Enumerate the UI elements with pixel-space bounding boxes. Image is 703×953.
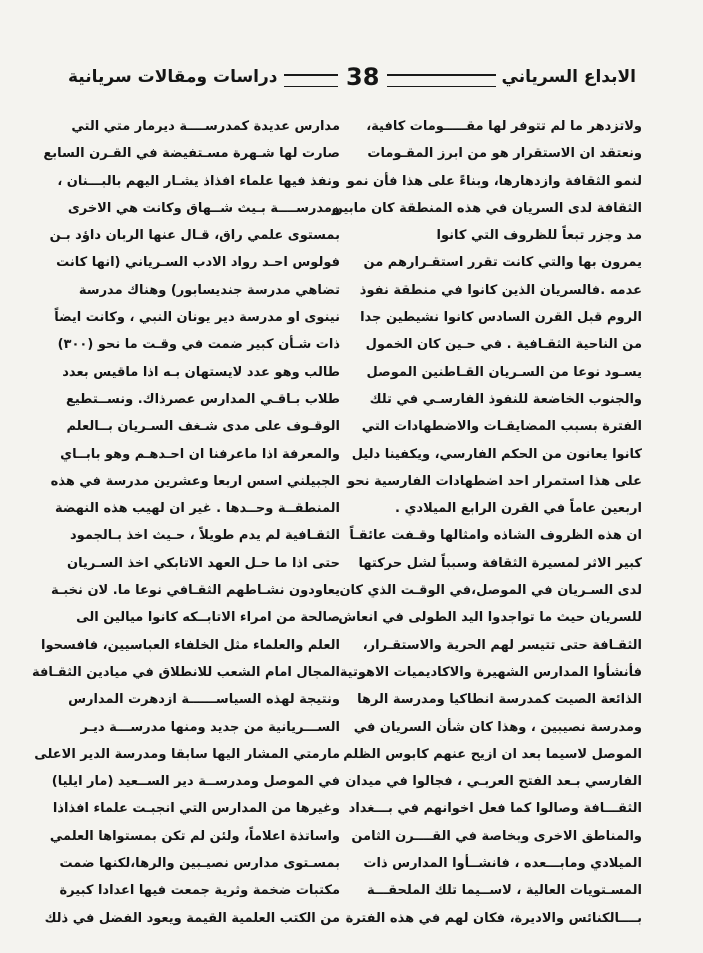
text-line: تضاهي مدرسة جنديسابور) وهناك مدرسة — [78, 282, 340, 298]
text-line: المنطقــة وحــدها . غير ان لهيب هذه النهضة — [55, 501, 340, 517]
text-line: العلم والعلماء مثل الخلفاء العباسيين، فافسحوا — [41, 637, 340, 653]
text-line: الســـريانية من جديد ومنها مدرســـة ديـر — [80, 719, 340, 735]
text-line: الروم قبل القرن السادس كانوا نشيطين جدا — [360, 310, 642, 326]
text-line: طالب وهو عدد لايستهان بـه اذا ماقيس بعدد — [62, 364, 340, 380]
text-line: مدارس عديدة كمدرســــة ديرمار متي التي — [71, 119, 340, 134]
text-line: الثقـــافة وصالوا كما فعل اخوانهم في بـــغداد — [348, 801, 642, 817]
text-line: الثقـافة حتى تتيسر لهم الحرية والاستقـرار، — [362, 637, 642, 653]
page-header — [62, 62, 642, 102]
text-line: في الموصل ومدرســة دير الســعيد (مار ايليا) — [51, 774, 340, 790]
text-line: الموصل لاسيما بعد ان ازيح عنهم كابوس الظلم — [343, 746, 642, 762]
text-line: والمعرفة اذا ماعرفنا ان احـدهـم وهو بابــاي — [60, 446, 340, 462]
right-text-column — [331, 113, 642, 926]
text-line: الوقـوف على مدى شـغف السـريان بــالعلم — [66, 419, 340, 435]
left-text-column — [32, 113, 340, 926]
text-line: كبير الاثر لمسيرة الثقافة وسبباً لشل حركتها — [358, 555, 642, 571]
text-line: ومدرســــة بـيث شــهاق وكانت هي الاخرى — [67, 200, 340, 216]
text-line: الفارسي بـعد الفتح العربـي ، فجالوا في ميدان — [345, 774, 642, 790]
text-line: لنمو الثقافة وازدهارها، وبناءً على هذا فأن نمو — [346, 173, 642, 189]
text-line: والمناطق الاخرى وبخاصة في القــــرن الثامن — [351, 828, 642, 844]
text-line: فأنشأوا المدارس الشهيرة والاكاديميات الاهوتية — [339, 664, 642, 680]
text-line: اربعين عاماً في القرن الرابع الميلادي . — [395, 501, 642, 517]
text-line: واساتذة اعلاماً، ولئن لم تكن بمستواها العلمي — [49, 828, 340, 844]
text-line: ونعتقد ان الاستقرار هو من ابرز المقـومات — [367, 146, 642, 162]
text-line: مكتبات ضخمة وثرية جمعت فيها اعدادا كبيرة — [59, 883, 340, 899]
text-line: من الكتب العلمية القيمة ويعود الفضل في ذلك — [44, 910, 340, 926]
text-line: لدى السـريان في الموصل،في الوقـت الذي كان — [339, 583, 642, 599]
text-line: للسريان حيث ما تواجدوا اليد الطولى في انعاش — [338, 610, 642, 626]
text-line: الذائعة الصيت كمدرسة انطاكيا ومدرسة الرها — [357, 692, 642, 708]
text-line: مارمتي المشار اليها سابقا ومدرسة الدير الاعلى — [34, 746, 340, 762]
text-line: المسـتويات العالية ، لاســيما تلك الملحقـــة — [366, 883, 642, 899]
text-line: كانوا يعانون من الحكم الفارسي، ويكفينا دليل — [351, 446, 642, 462]
text-line: بمسـتوى مدارس نصيـبين والرها،لكنها ضمت — [59, 856, 340, 872]
text-line: مد وجزر تبعاً للظروف التي كانوا — [436, 228, 642, 244]
text-line: ولاتزدهر ما لم تتوفر لها مقـــــومات كافية، — [366, 119, 642, 134]
text-line: على هذا استمرار احد اضطهادات الفارسية نحو — [347, 473, 642, 489]
text-line: ذات شـأن كبير ضمت في وقـت ما نحو (٣٠٠) — [57, 337, 340, 353]
text-line: الميلادي ومابـــعده ، فانشــأوا المدارس ذات — [363, 856, 642, 872]
text-line: يعاودون نشـاطهم الثقـافي نوعا ما. لان نخبـة — [51, 583, 340, 599]
text-line: ان هذه الظروف الشاذه وامثالها وقـفت عائقـاً — [349, 528, 642, 544]
text-line: بــــالكنائس والاديرة، فكان لهم في هذه الفترة — [345, 910, 642, 926]
text-line: ومدرسة نصيبين ، وهذا كان شأن السريان في — [353, 719, 642, 735]
text-line: الثقـافية لم يدم طويلاً ، حـيث اخذ بـالجمود — [70, 528, 340, 544]
text-line: نينوى او مدرسة دير يونان النبي ، وكانت ايضاً — [54, 310, 340, 326]
text-line: الجبيلني اسس اربعا وعشرين مدرسة في هذه — [50, 473, 340, 489]
magazine-title: الابداع السرياني — [496, 62, 642, 92]
text-line: والجنوب الخاضعة للنفوذ الفارسـي في تلك — [369, 391, 642, 407]
text-line: فولوس احـد رواد الادب السـرياني (انها كانت — [56, 255, 340, 271]
page-number: 38 — [338, 60, 387, 94]
section-title: دراسات ومقالات سريانية — [62, 62, 284, 92]
text-line: يسـود نوعا من السـريان القـاطنين الموصل — [366, 364, 642, 380]
text-line: بمستوى علمي راق، قـال عنها الربان داؤد بـن — [49, 228, 340, 244]
text-line: يمرون بها والتي كانت تقرر استقـرارهم من — [363, 255, 642, 271]
text-line: ونفذ فيها علماء افذاذ يشـار اليهم بالبـــنان ، — [57, 173, 340, 189]
text-line: ونتيجة لهذه السياســــــة ازدهرت المدارس — [68, 692, 340, 708]
text-line: من الناحية الثقـافية . في حـين كان الخمول — [365, 337, 642, 353]
text-line: حتى اذا ما حـل العهد الاتابكي اخذ السـريان — [67, 555, 340, 571]
text-line: الفترة بسبب المضايقـات والاضطهادات التي — [361, 419, 642, 435]
text-line: الثقافة لدى السريان في هذه المنطقة كان مابين — [331, 200, 642, 216]
text-line: عدمه .فالسريان الذين كانوا في منطقة نفوذ — [359, 282, 642, 298]
text-line: وغيرها من المدارس التي انجبـت علماء افذاذا — [52, 801, 340, 817]
text-line: طلاب بـاقـي المدارس عصرذاك. ونســتطيع — [65, 391, 340, 407]
text-line: صالحة من امراء الاتابــكه كانوا ميالين الى — [76, 610, 340, 626]
text-line: المجال امام الشعب للانطلاق في ميادين الثقـافة — [32, 664, 340, 680]
text-line: صارت لها شـهرة مسـتفيضة في القـرن السابع — [43, 146, 340, 162]
